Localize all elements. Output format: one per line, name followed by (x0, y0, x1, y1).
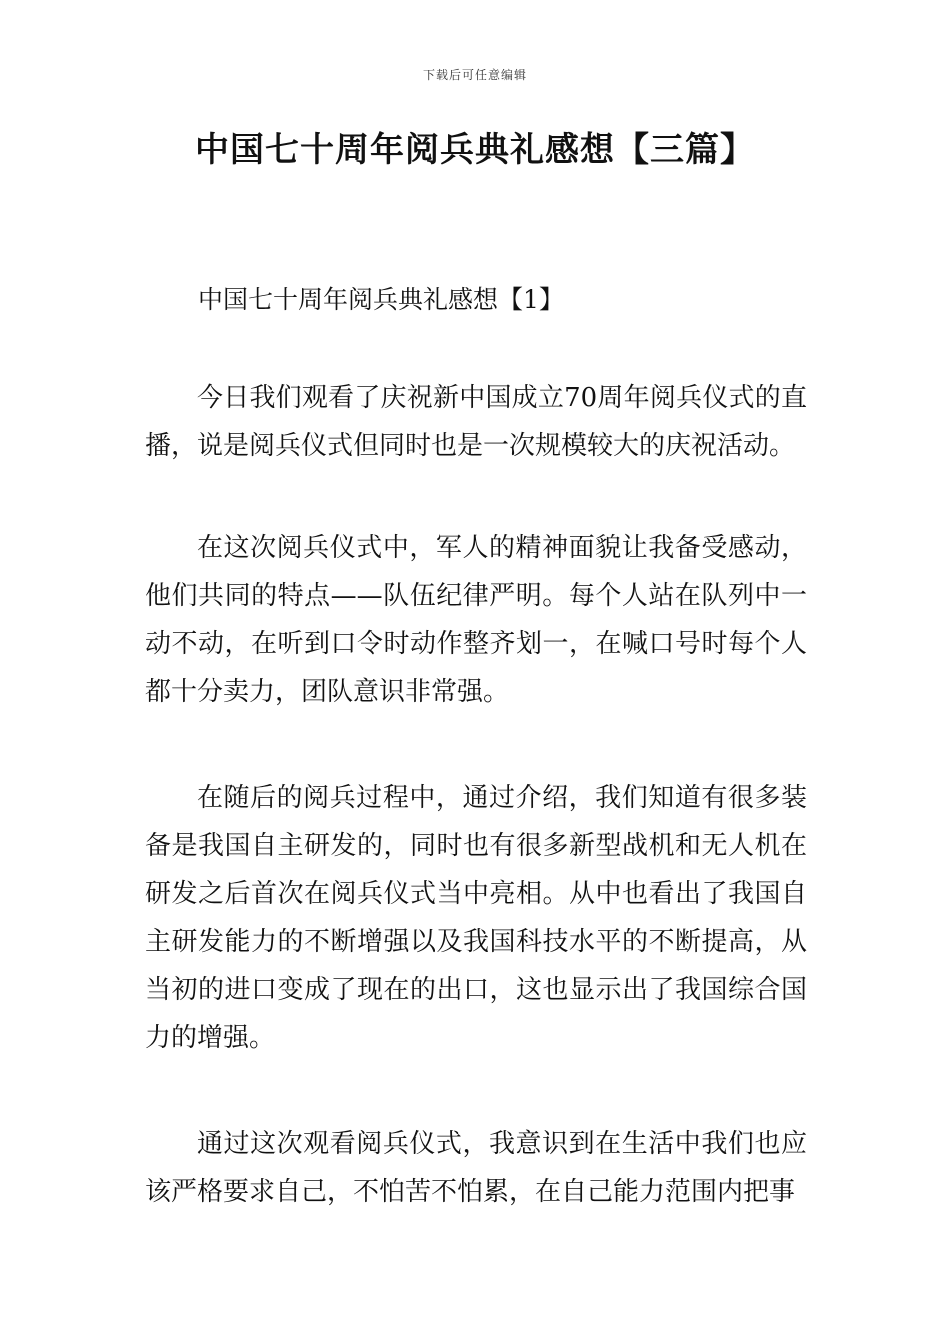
paragraph-4 (145, 1120, 807, 1216)
paragraph-text: 在这次阅兵仪式中，军人的精神面貌让我备受感动，他们共同的特点——队伍纪律严明。每个人站在队列中一动不动，在听到口令时动作整齐划一，在喊口号时每个人都十分卖力，团队意识非常强。 (145, 533, 807, 707)
paragraph-3 (145, 774, 807, 1062)
document-title: 中国七十周年阅兵典礼感想【三篇】 (195, 130, 755, 170)
paragraph-2 (145, 524, 807, 716)
paragraph-text: 通过这次观看阅兵仪式，我意识到在生活中我们也应该严格要求自己，不怕苦不怕累，在自己能力范围内把事 (145, 1129, 807, 1207)
paragraph-1 (145, 374, 807, 470)
paragraph-text: 在随后的阅兵过程中，通过介绍，我们知道有很多装备是我国自主研发的，同时也有很多新型战机和无人机在研发之后首次在阅兵仪式当中亮相。从中也看出了我国自主研发能力的不断增强以及我国科技水平的不断提高，从当初的进口变成了现在的出口，这也显示出了我国综合国力的增强。 (145, 783, 807, 1053)
header-note: 下载后可任意编辑 (422, 68, 527, 82)
paragraph-text: 今日我们观看了庆祝新中国成立70周年阅兵仪式的直播，说是阅兵仪式但同时也是一次规模较大的庆祝活动。 (145, 383, 807, 461)
section-heading: 中国七十周年阅兵典礼感想【1】 (198, 285, 564, 314)
